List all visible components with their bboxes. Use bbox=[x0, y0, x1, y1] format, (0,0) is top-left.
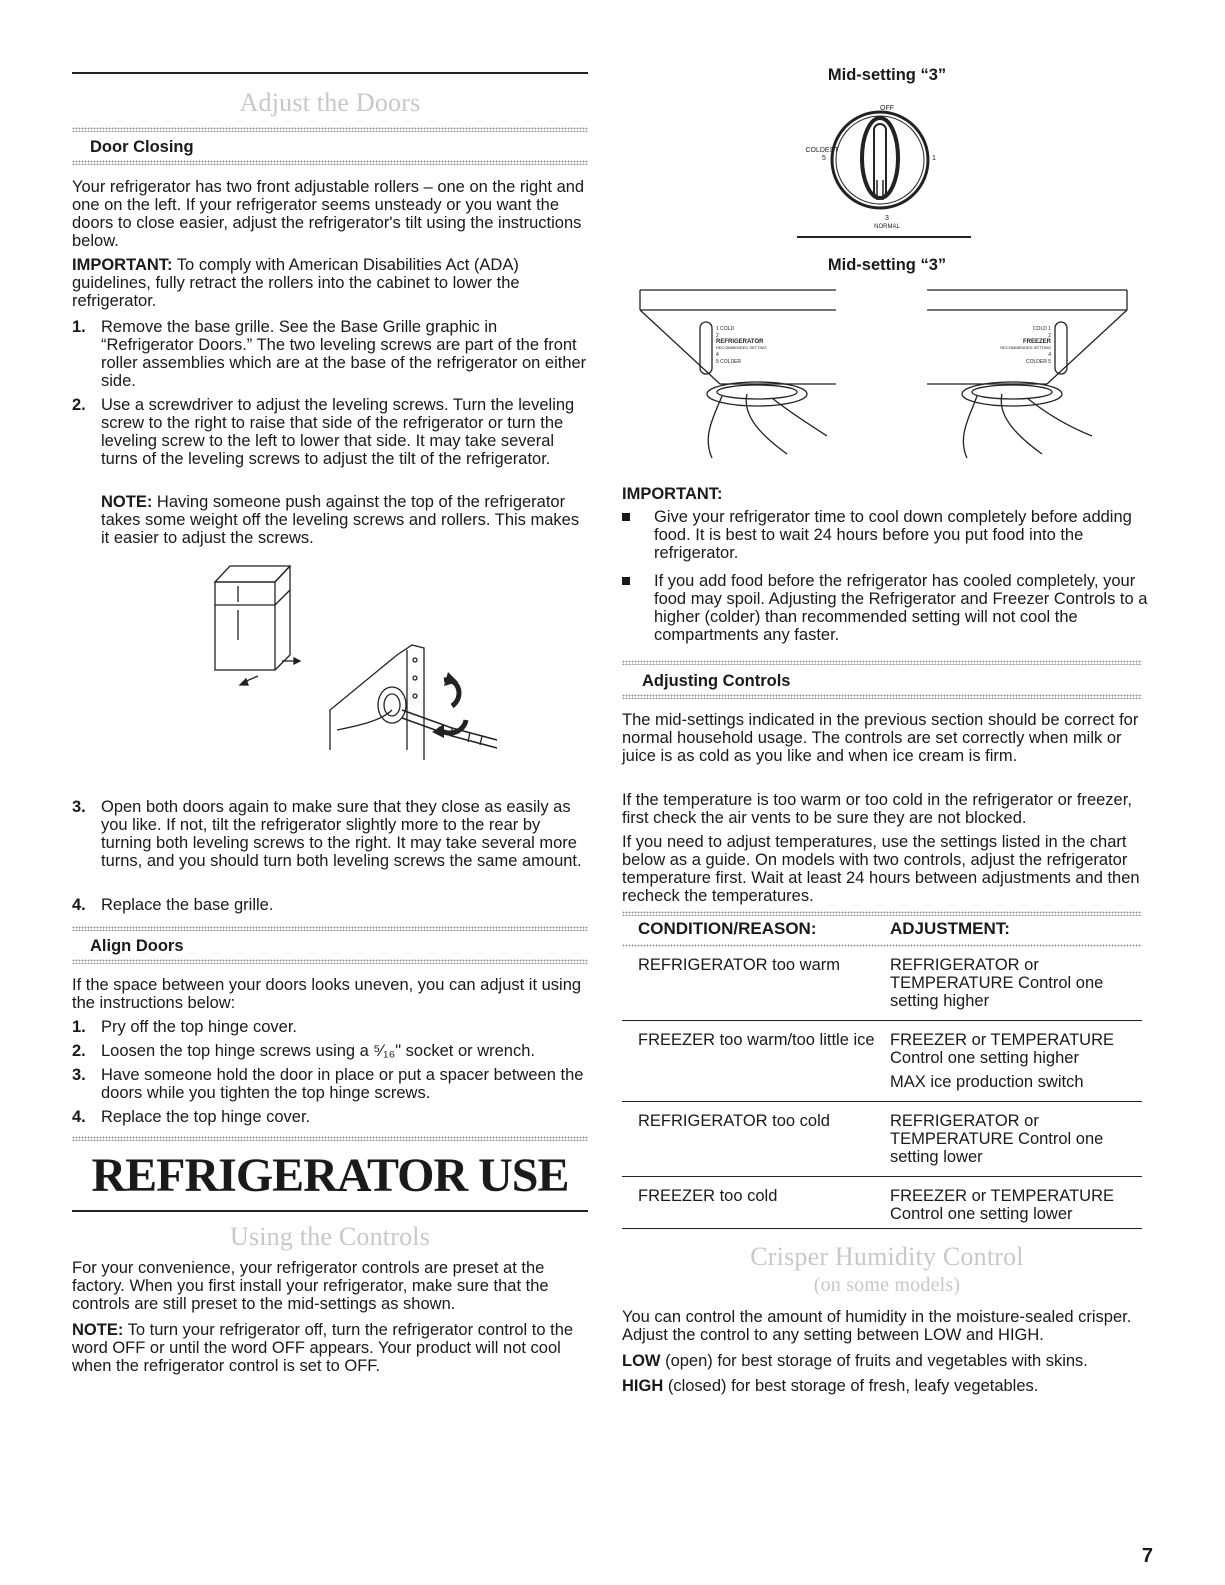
low-text: (open) for best storage of fruits and vegetables with skins. bbox=[660, 1352, 1088, 1370]
panel-left-label-1: 1 COLD bbox=[716, 326, 735, 332]
control-panels-illustration bbox=[622, 286, 1152, 466]
table-cell-condition: FREEZER too cold bbox=[638, 1187, 778, 1205]
crisper-subtitle: (on some models) bbox=[813, 1274, 961, 1296]
adjust-doors-title: Adjust the Doors bbox=[239, 88, 421, 117]
step-text: Replace the base grille. bbox=[101, 896, 274, 914]
dial-off-label: OFF bbox=[880, 105, 894, 112]
table-cell-adjustment bbox=[890, 1021, 1142, 1102]
step-text: Loosen the top hinge screws using a ⁵⁄₁₆" socket or wrench. bbox=[101, 1042, 535, 1060]
bullet-text: Give your refrigerator time to cool down completely before adding food. It is best to wait 24 hours before you put food into the refrigerator. bbox=[654, 508, 1132, 562]
step-text: Remove the base grille. See the Base Grille graphic in “Refrigerator Doors.” The two leveling screws are part of the front roller assemblies which are at the base of the refrigerator on either side. bbox=[101, 318, 587, 390]
high-text: (closed) for best storage of fresh, leafy vegetables. bbox=[663, 1377, 1039, 1395]
step-number: 2. bbox=[72, 396, 86, 414]
note-label: NOTE: bbox=[72, 1321, 124, 1339]
step-number: 3. bbox=[72, 798, 86, 816]
bullet-icon bbox=[622, 577, 630, 585]
section-rule bbox=[72, 72, 588, 74]
door-closing-intro: Your refrigerator has two front adjustable rollers – one on the right and one on the left. If your refrigerator seems unsteady or you want the doors to close easier, adjust the refrigerator's tilt using the instructions below. bbox=[72, 178, 585, 250]
panel-right-label-5: 4 bbox=[1048, 352, 1051, 358]
panel-right-label-2: 2 bbox=[1048, 333, 1051, 339]
table-row bbox=[622, 952, 1142, 1021]
high-label: HIGH bbox=[622, 1377, 664, 1395]
table-cell-adjustment: REFRIGERATOR or TEMPERATURE Control one setting lower bbox=[890, 1102, 1142, 1177]
table-row bbox=[622, 1021, 1142, 1102]
note-text: Having someone push against the top of the refrigerator takes some weight off the leveling screws and rollers. This makes it easier to adjust the screws. bbox=[101, 493, 580, 547]
caption-rule bbox=[797, 236, 971, 238]
important-paragraph bbox=[72, 256, 588, 310]
adjusting-controls-heading: Adjusting Controls bbox=[642, 672, 791, 690]
panel-left-label-6: 5 COLDER bbox=[716, 359, 742, 365]
table-cell-condition: FREEZER too warm/too little ice bbox=[622, 1021, 890, 1102]
important-heading: IMPORTANT: bbox=[622, 485, 723, 503]
table-row bbox=[622, 1177, 1142, 1234]
note-label: NOTE: bbox=[101, 493, 153, 511]
step-number: 3. bbox=[72, 1066, 86, 1084]
step-number: 1. bbox=[72, 318, 86, 336]
dotted-divider bbox=[72, 160, 588, 165]
step-number: 4. bbox=[72, 1108, 86, 1126]
crisper-low bbox=[622, 1352, 1152, 1370]
important-label: IMPORTANT: bbox=[72, 256, 173, 274]
crisper-high bbox=[622, 1377, 1152, 1395]
dial-five-label: 5 bbox=[822, 155, 826, 162]
dial-three-label: 3 bbox=[885, 215, 889, 222]
leveling-screw-illustration bbox=[212, 560, 502, 790]
panel-right-label-4: RECOMMENDED SETTING bbox=[1000, 345, 1051, 350]
align-doors-heading: Align Doors bbox=[90, 937, 184, 955]
step-text: Pry off the top hinge cover. bbox=[101, 1018, 297, 1036]
step-number: 1. bbox=[72, 1018, 86, 1036]
dotted-divider bbox=[72, 127, 588, 132]
panel-right-label-3: FREEZER bbox=[1022, 339, 1051, 345]
align-intro: If the space between your doors looks uneven, you can adjust it using the instructions below: bbox=[72, 976, 582, 1012]
page-number: 7 bbox=[1141, 1545, 1153, 1567]
adjustment-extra: MAX ice production switch bbox=[890, 1073, 1084, 1091]
adjustment-table bbox=[622, 920, 1142, 1233]
door-closing-heading: Door Closing bbox=[90, 138, 194, 156]
step-number: 4. bbox=[72, 896, 86, 914]
section-rule bbox=[622, 1228, 1142, 1229]
dotted-divider bbox=[622, 694, 1142, 699]
mid-setting-caption-2: Mid-setting “3” bbox=[827, 256, 947, 274]
panel-left-label-3: REFRIGERATOR bbox=[716, 339, 764, 345]
panel-left-label-2: 2 bbox=[716, 333, 719, 339]
adjusting-paragraph-2: If the temperature is too warm or too cold in the refrigerator or freezer, first check the air vents to be sure they are not blocked. bbox=[622, 791, 1132, 827]
dotted-divider bbox=[72, 959, 588, 964]
table-cell-condition: REFRIGERATOR too cold bbox=[622, 1102, 890, 1177]
refrigerator-use-title: REFRIGERATOR USE bbox=[91, 1149, 569, 1202]
step-text: Replace the top hinge cover. bbox=[101, 1108, 311, 1126]
dotted-divider bbox=[622, 911, 1142, 916]
using-controls-title: Using the Controls bbox=[229, 1222, 431, 1251]
panel-right-label-1: COLD 1 bbox=[1032, 326, 1051, 332]
bullet-icon bbox=[622, 513, 630, 521]
low-label: LOW bbox=[622, 1352, 661, 1370]
table-row bbox=[622, 1102, 1142, 1177]
panel-right-label-6: COLDER 5 bbox=[1025, 359, 1051, 365]
dotted-divider bbox=[72, 1136, 588, 1141]
panel-left-label-4: RECOMMENDED SETTING bbox=[716, 345, 767, 350]
controls-intro: For your convenience, your refrigerator controls are preset at the factory. When you first install your refrigerator, make sure that the controls are still preset to the mid-settings as shown. bbox=[72, 1259, 549, 1313]
table-header-condition: CONDITION/REASON: bbox=[638, 919, 817, 938]
step-text: Have someone hold the door in place or put a spacer between the doors while you tighten the top hinge screws. bbox=[101, 1066, 584, 1102]
control-dial-illustration bbox=[802, 100, 972, 232]
crisper-paragraph: You can control the amount of humidity in the moisture-sealed crisper. Adjust the control to any setting between LOW and HIGH. bbox=[622, 1308, 1132, 1344]
step-text: Use a screwdriver to adjust the leveling screws. Turn the leveling screw to the right to raise that side of the refrigerator or turn the leveling screw to the left to lower that side. It may take several turns of the leveling screws to adjust the tilt of the refrigerator. bbox=[101, 396, 575, 468]
dotted-divider bbox=[622, 660, 1142, 665]
step-text: Open both doors again to make sure that they close as easily as you like. If not, tilt the refrigerator slightly more to the rear by turning both leveling screws to the right. It may take several more turns, and you should turn both leveling screws the same amount. bbox=[101, 798, 582, 870]
table-cell-adjustment: FREEZER or TEMPERATURE Control one setting lower bbox=[890, 1187, 1114, 1223]
section-rule bbox=[72, 1210, 588, 1212]
step-number: 2. bbox=[72, 1042, 86, 1060]
table-header-row bbox=[622, 920, 1142, 942]
table-cell-adjustment: REFRIGERATOR or TEMPERATURE Control one setting higher bbox=[890, 952, 1142, 1021]
table-header-adjustment: ADJUSTMENT: bbox=[890, 919, 1010, 938]
dial-normal-label: NORMAL bbox=[874, 224, 900, 230]
dial-one-label: 1 bbox=[932, 155, 936, 162]
important-text: To comply with American Disabilities Act (ADA) guidelines, fully retract the rollers into the cabinet to lower the refrigerator. bbox=[72, 256, 520, 310]
note-paragraph bbox=[101, 493, 581, 547]
dotted-divider bbox=[622, 942, 1142, 952]
adjusting-paragraph-1: The mid-settings indicated in the previous section should be correct for normal household usage. The controls are set correctly when milk or juice is as cold as you like and when ice cream is firm. bbox=[622, 711, 1139, 765]
panel-left-label-5: 4 bbox=[716, 352, 719, 358]
adjustment-text: FREEZER or TEMPERATURE Control one setting higher bbox=[890, 1031, 1114, 1067]
note-text: To turn your refrigerator off, turn the refrigerator control to the word OFF or until the word OFF appears. Your product will not cool when the refrigerator control is set to OFF. bbox=[72, 1321, 574, 1375]
adjusting-paragraph-3: If you need to adjust temperatures, use the settings listed in the chart below as a guide. On models with two controls, adjust the refrigerator temperature first. Wait at least 24 hours between adjustments and then recheck the temperatures. bbox=[622, 833, 1140, 905]
controls-note bbox=[72, 1321, 588, 1375]
crisper-title: Crisper Humidity Control bbox=[750, 1242, 1024, 1271]
dial-coldest-label: COLDEST bbox=[805, 147, 839, 154]
mid-setting-caption: Mid-setting “3” bbox=[827, 66, 947, 84]
bullet-text: If you add food before the refrigerator has cooled completely, your food may spoil. Adjusting the Refrigerator and Freezer Controls to a higher (colder) than recommended setting will not cool the compartments any faster. bbox=[654, 572, 1148, 644]
dotted-divider bbox=[72, 926, 588, 931]
table-cell-condition: REFRIGERATOR too warm bbox=[622, 952, 890, 1021]
